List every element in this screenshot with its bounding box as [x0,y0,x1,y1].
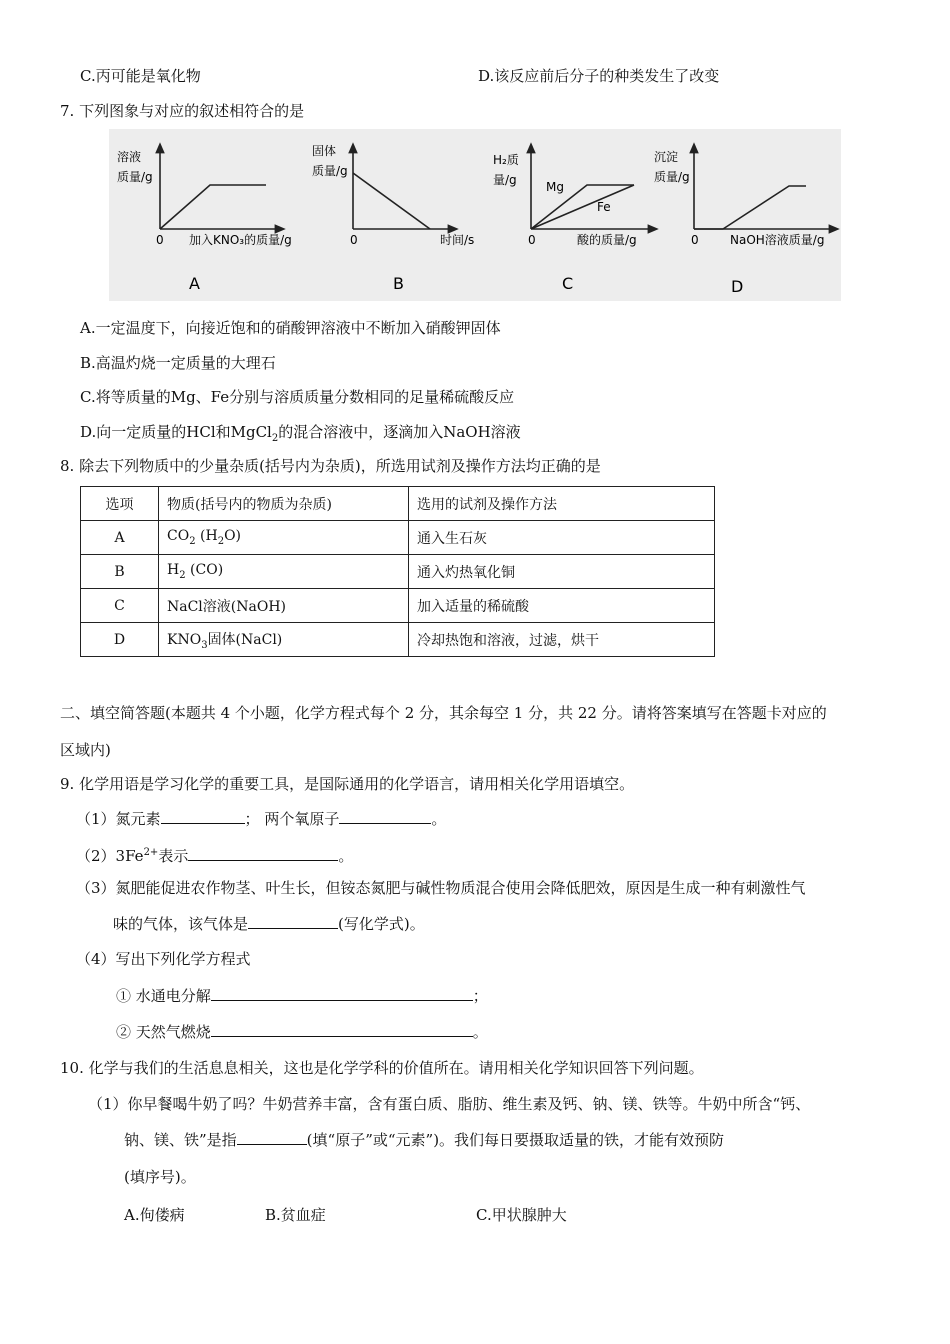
q8-table [80,486,715,657]
graph-b-ylabel1: 固体 [312,144,337,158]
graph-d-letter: D [731,277,744,296]
answer-blank[interactable] [237,1130,307,1145]
answer-blank[interactable] [161,809,245,824]
graph-c-origin: 0 [528,233,536,247]
graph-c-letter: C [562,274,574,293]
q9-part3-line2: 味的气体，该气体是 (写化学式)。 [113,915,425,933]
table-row [81,521,715,555]
graph-d [654,147,835,296]
graph-b-xlabel: 时间/s [440,233,475,247]
q9-part4: （4）写出下列化学方程式 [76,950,251,968]
table-row [81,555,715,589]
graph-c [493,147,654,293]
q8-stem: 8. 除去下列物质中的少量杂质(括号内为杂质)，所选用试剂及操作方法均正确的是 [60,457,601,475]
q10-stem: 10. 化学与我们的生活息息相关，这也是化学学科的价值所在。请用相关化学知识回答下列问题。 [60,1059,704,1077]
table-cell-method: 冷却热饱和溶液，过滤，烘干 [409,623,715,657]
table-row [81,623,715,657]
graph-a-ylabel2: 质量/g [117,170,153,184]
graph-d-origin: 0 [691,233,699,247]
graph-a-letter: A [189,274,200,293]
table-header-cell: 选项 [81,487,159,521]
graph-c-label-fe: Fe [597,200,611,214]
q10-option-c: C.甲状腺肿大 [476,1206,567,1224]
graph-b-letter: B [393,274,404,293]
q10-part1-line1: （1）你早餐喝牛奶了吗？牛奶营养丰富，含有蛋白质、脂肪、维生素及钙、钠、镁、铁等。牛奶中所含“钙、 [88,1095,811,1113]
graph-b [312,143,474,293]
graph-c-xlabel: 酸的质量/g [577,233,637,247]
graph-b-curve [353,173,430,229]
q10-part1-line3: (填序号)。 [124,1168,196,1186]
q7-option-c: C.将等质量的Mg、Fe分别与溶质质量分数相同的足量稀硫酸反应 [80,388,515,406]
table-header-row [81,487,715,521]
graph-d-xlabel: NaOH溶液质量/g [730,233,825,247]
q9-stem: 9. 化学用语是学习化学的重要工具，是国际通用的化学语言，请用相关化学用语填空。 [60,775,635,793]
table-cell-substance: $H_2$ (CO) [159,555,409,589]
q9-part3-line1: （3）氮肥能促进农作物茎、叶生长，但铵态氮肥与碱性物质混合使用会降低肥效，原因是生成一种有刺激性气 [76,879,806,897]
q7-option-a: A.一定温度下，向接近饱和的硝酸钾溶液中不断加入硝酸钾固体 [80,319,501,337]
q6-option-d: D.该反应前后分子的种类发生了改变 [478,67,720,85]
table-cell-substance: $KNO_3$固体(NaCl) [159,623,409,657]
table-row [81,589,715,623]
table-cell-method: 通入生石灰 [409,521,715,555]
graph-a-curve [160,185,266,229]
graph-d-ylabel2: 质量/g [654,170,690,184]
q10-option-b: B.贫血症 [265,1206,326,1224]
graph-a-origin: 0 [156,233,164,247]
q7-stem: 7. 下列图象与对应的叙述相符合的是 [60,102,305,120]
q7-graph-figure [109,129,841,301]
table-cell-option: D [81,623,159,657]
q6-option-c: C.丙可能是氧化物 [80,67,201,85]
table-cell-substance: $CO_2$ $(H_2O)$ [159,521,409,555]
section2-heading-line1: 二、填空简答题(本题共 4 个小题，化学方程式每个 2 分，其余每空 1 分，共 22 分。请将答案填写在答题卡对应的 [60,704,827,722]
answer-blank[interactable] [339,809,431,824]
table-cell-option: A [81,521,159,555]
table-header-cell: 物质(括号内的物质为杂质) [159,487,409,521]
graph-b-origin: 0 [350,233,358,247]
answer-blank[interactable] [211,986,473,1001]
graph-c-label-mg: Mg [546,180,564,194]
q9-part4-2: ② 天然气燃烧 。 [116,1023,488,1041]
q9-part2: $(2)3Fe^{2+}$表示 。 [76,847,354,865]
q9-part4-1: ① 水通电分解 ； [116,987,488,1005]
graph-a [117,147,292,293]
answer-blank[interactable] [188,846,338,861]
graph-c-ylabel1: H₂质 [493,153,519,167]
q7-option-d: D.向一定质量的HCl和MgCl$_2$的混合溶液中，逐滴加入NaOH溶液 [80,423,521,444]
q10-option-a: A.佝偻病 [124,1206,185,1224]
q9-part1: （1）氮元素 ； 两个氧原子 。 [76,810,447,828]
table-cell-method: 加入适量的稀硫酸 [409,589,715,623]
answer-blank[interactable] [211,1022,473,1037]
table-cell-option: B [81,555,159,589]
graph-a-xlabel: 加入KNO₃的质量/g [189,233,292,247]
graph-a-ylabel1: 溶液 [117,150,142,164]
graph-d-curve [694,186,806,229]
table-header-cell: 选用的试剂及操作方法 [409,487,715,521]
graph-b-ylabel2: 质量/g [312,164,348,178]
table-cell-substance: NaCl溶液(NaOH) [159,589,409,623]
graph-c-ylabel2: 量/g [493,173,517,187]
section2-heading-line2: 区域内) [60,741,111,759]
q10-part1-line2: 钠、镁、铁”是指 (填“原子”或“元素”)。我们每日要摄取适量的铁，才能有效预防 [124,1131,725,1149]
graph-d-ylabel1: 沉淀 [654,150,679,164]
table-cell-method: 通入灼热氧化铜 [409,555,715,589]
q7-option-b: B.高温灼烧一定质量的大理石 [80,354,276,372]
table-cell-option: C [81,589,159,623]
answer-blank[interactable] [248,914,338,929]
